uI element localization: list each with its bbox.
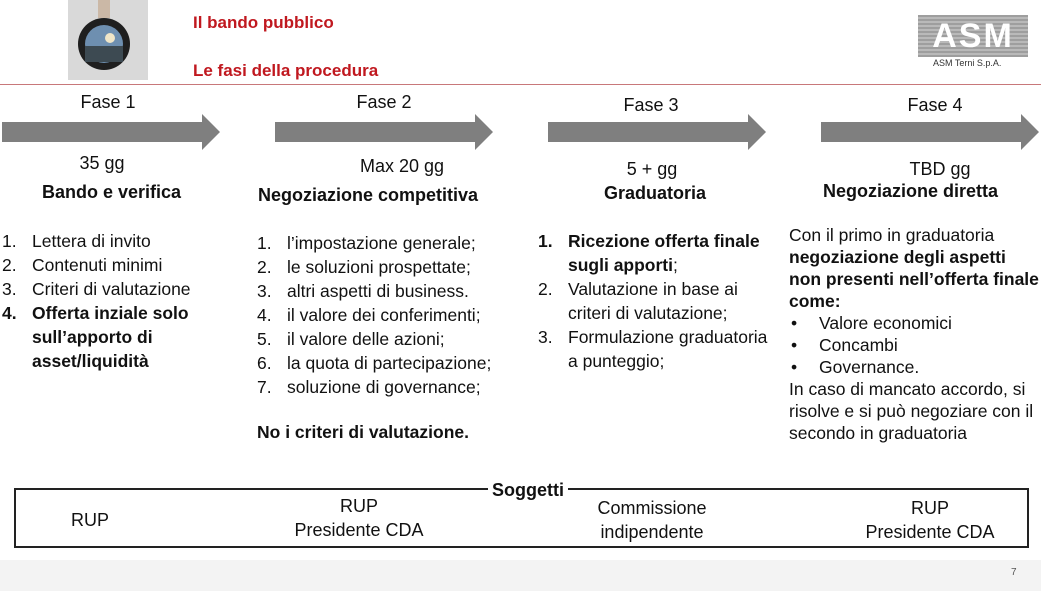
soggetto-1: RUP [70, 510, 109, 530]
phase1-list [2, 229, 222, 373]
phase-label-1: Fase 1 [80, 92, 136, 112]
list-item: • Governance. [791, 357, 920, 377]
phase4-intro: Con il primo in graduatoria [789, 225, 995, 245]
list-item: 6. la quota di partecipazione; [257, 353, 492, 373]
soggetto-4: RUP Presidente CDA [865, 498, 995, 542]
list-item: 4. Offerta inziale solo sull’apporto di asset/liquidità [2, 303, 189, 371]
phase-label-3: Fase 3 [623, 95, 679, 115]
list-item: 1. Lettera di invito [2, 231, 151, 251]
phase-duration-2: Max 20 gg [359, 156, 445, 176]
phase-arrows [0, 110, 1041, 154]
page-subtitle: Le fasi della procedura [193, 61, 379, 80]
list-item: 3. altri aspetti di business. [257, 281, 469, 301]
phase2-list [257, 231, 527, 399]
phase-name-2: Negoziazione competitiva [258, 185, 479, 205]
magnifier-image [68, 0, 148, 80]
phase4-text [789, 224, 1041, 444]
soggetto-3: Commissione indipendente [597, 498, 707, 542]
page-title: Il bando pubblico [193, 13, 334, 32]
phase-label-4: Fase 4 [907, 95, 963, 115]
list-item: 2. le soluzioni prospettate; [257, 257, 471, 277]
list-item: 3. Formulazione graduatoria a punteggio; [538, 327, 768, 371]
phase-arrow-2 [275, 114, 493, 150]
soggetto-2: RUP Presidente CDA [294, 496, 424, 540]
phase4-outro: In caso di mancato accordo, si risolve e si può negoziare con il secondo in graduatoria [789, 379, 1034, 443]
company-logo [918, 15, 1028, 57]
phase-duration-3: 5 + gg [626, 159, 678, 179]
phase-arrow-4 [821, 114, 1039, 150]
phase4-bold: negoziazione degli aspetti non presenti nell’offerta finale come: [789, 247, 1039, 311]
list-item: 7. soluzione di governance; [257, 377, 481, 397]
list-item: • Concambi [791, 335, 898, 355]
list-item: 1. Ricezione offerta finale sugli apporti; [538, 231, 760, 275]
list-item: 2. Valutazione in base ai criteri di valutazione; [538, 279, 738, 323]
phase-name-1: Bando e verifica [42, 182, 182, 202]
list-item: 5. il valore delle azioni; [257, 329, 445, 349]
phase-name-4: Negoziazione diretta [823, 181, 999, 201]
phase-label-2: Fase 2 [356, 92, 412, 112]
phase2-note: No i criteri di valutazione. [257, 422, 469, 442]
logo-text: ASM [932, 17, 1014, 55]
footer-bar [0, 560, 1041, 591]
list-item: 2. Contenuti minimi [2, 255, 163, 275]
phase-duration-1: 35 gg [79, 153, 125, 173]
list-item: 3. Criteri di valutazione [2, 279, 191, 299]
logo-subtitle: ASM Terni S.p.A. [933, 58, 1002, 68]
phase-arrow-1 [2, 114, 220, 150]
page-number: 7 [1011, 567, 1017, 578]
list-item: 1. l’impostazione generale; [257, 233, 476, 253]
header-photo [68, 0, 148, 80]
soggetti-title: Soggetti [488, 480, 568, 501]
header-divider [0, 84, 1041, 85]
phase-name-3: Graduatoria [604, 183, 707, 203]
phase-duration-4: TBD gg [909, 159, 971, 179]
list-item: • Valore economici [791, 313, 952, 333]
phase3-list [538, 229, 770, 373]
list-item: 4. il valore dei conferimenti; [257, 305, 481, 325]
phase-arrow-3 [548, 114, 766, 150]
